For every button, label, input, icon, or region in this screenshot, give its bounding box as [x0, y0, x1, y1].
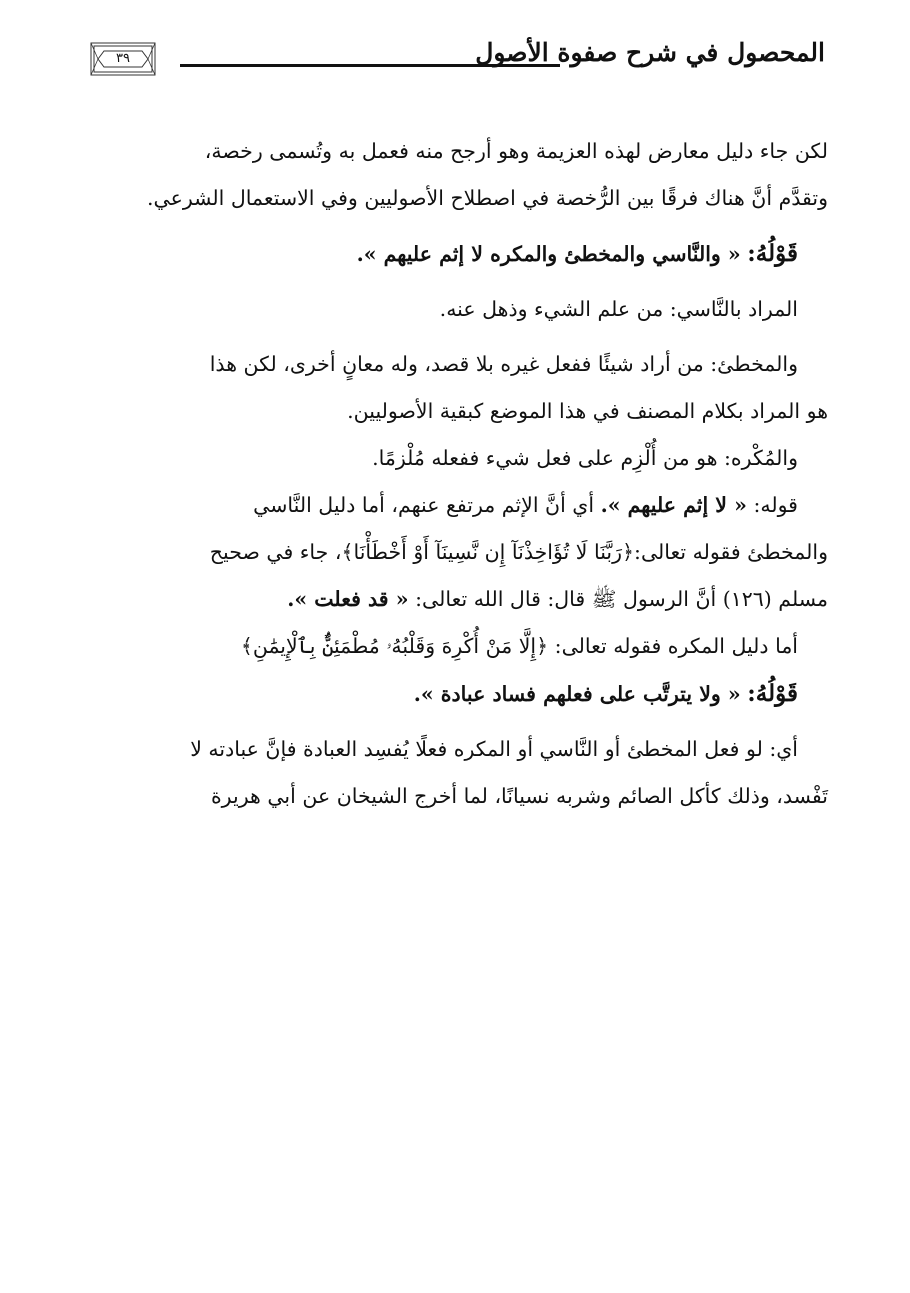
quran-verse: ﴿رَبَّنَا لَا تُؤَاخِذْنَآ إِن نَّسِينَآ أَوْ أَخْطَأْنَا﴾	[341, 540, 635, 564]
page-number-badge	[90, 42, 156, 76]
text-segment: مسلم (١٢٦) أنَّ الرسول ﷺ قال: قال الله تعالى:	[415, 587, 828, 611]
quote-heading	[82, 670, 828, 718]
quote-keyword: قَوْلُهُ:	[747, 240, 798, 267]
book-title: المحصول في شرح صفوة الأصول	[475, 38, 825, 67]
quote-text: « ولا يترتَّب على فعلهم فساد عبادة ».	[413, 682, 741, 706]
quoted-phrase: « قد فعلت ».	[287, 587, 409, 611]
paragraph-line: والمخطئ: من أراد شيئًا ففعل غيره بلا قصد، وله معانٍ أخرى، لكن هذا	[209, 352, 798, 376]
quote-heading	[82, 230, 828, 278]
paragraph-line	[82, 623, 828, 670]
quoted-phrase: « لا إثم عليهم ».	[600, 493, 747, 517]
paragraph-line: المراد بالنَّاسي: من علم الشيء وذهل عنه.	[439, 297, 798, 321]
text-segment: أما دليل المكره فقوله تعالى:	[554, 634, 798, 658]
text-segment: ، جاء في صحيح	[209, 540, 342, 564]
paragraph-line: وتقدَّم أنَّ هناك فرقًا بين الرُّخصة في اصطلاح الأصوليين وفي الاستعمال الشرعي.	[146, 186, 828, 210]
page-body	[82, 128, 828, 820]
paragraph-line	[82, 529, 828, 576]
paragraph-line: أي: لو فعل المخطئ أو النَّاسي أو المكره فعلًا يُفسِد العبادة فإنَّ عبادته لا	[190, 737, 798, 761]
page-header	[90, 28, 825, 88]
text-segment: والمخطئ فقوله تعالى:	[634, 540, 828, 564]
paragraph-line: تَفْسد، وذلك كأكل الصائم وشربه نسيانًا، لما أخرج الشيخان عن أبي هريرة	[210, 784, 828, 808]
paragraph-line: لكن جاء دليل معارض لهذه العزيمة وهو أرجح منه فعمل به وتُسمى رخصة،	[204, 139, 828, 163]
paragraph-line: والمُكْره: هو من أُلْزِم على فعل شيء ففعله مُلْزمًا.	[372, 446, 798, 470]
quran-verse: ﴿إِلَّا مَنْ أُكْرِهَ وَقَلْبُهُۥ مُطْمَئِنٌّۢ بِٱلْإِيمَٰنِ﴾	[240, 634, 549, 658]
page-number: ٣٩	[116, 51, 130, 66]
text-segment: أي أنَّ الإثم مرتفع عنهم، أما دليل النَّاسي	[253, 493, 595, 517]
paragraph-line: هو المراد بكلام المصنف في هذا الموضع كبقية الأصوليين.	[347, 399, 828, 423]
header-rule	[180, 64, 560, 67]
text-segment: قوله:	[753, 493, 798, 517]
paragraph-line	[82, 576, 828, 623]
paragraph-line	[82, 482, 828, 529]
quote-keyword: قَوْلُهُ:	[747, 680, 798, 707]
quote-text: « والنَّاسي والمخطئ والمكره لا إثم عليهم ».	[356, 242, 741, 266]
